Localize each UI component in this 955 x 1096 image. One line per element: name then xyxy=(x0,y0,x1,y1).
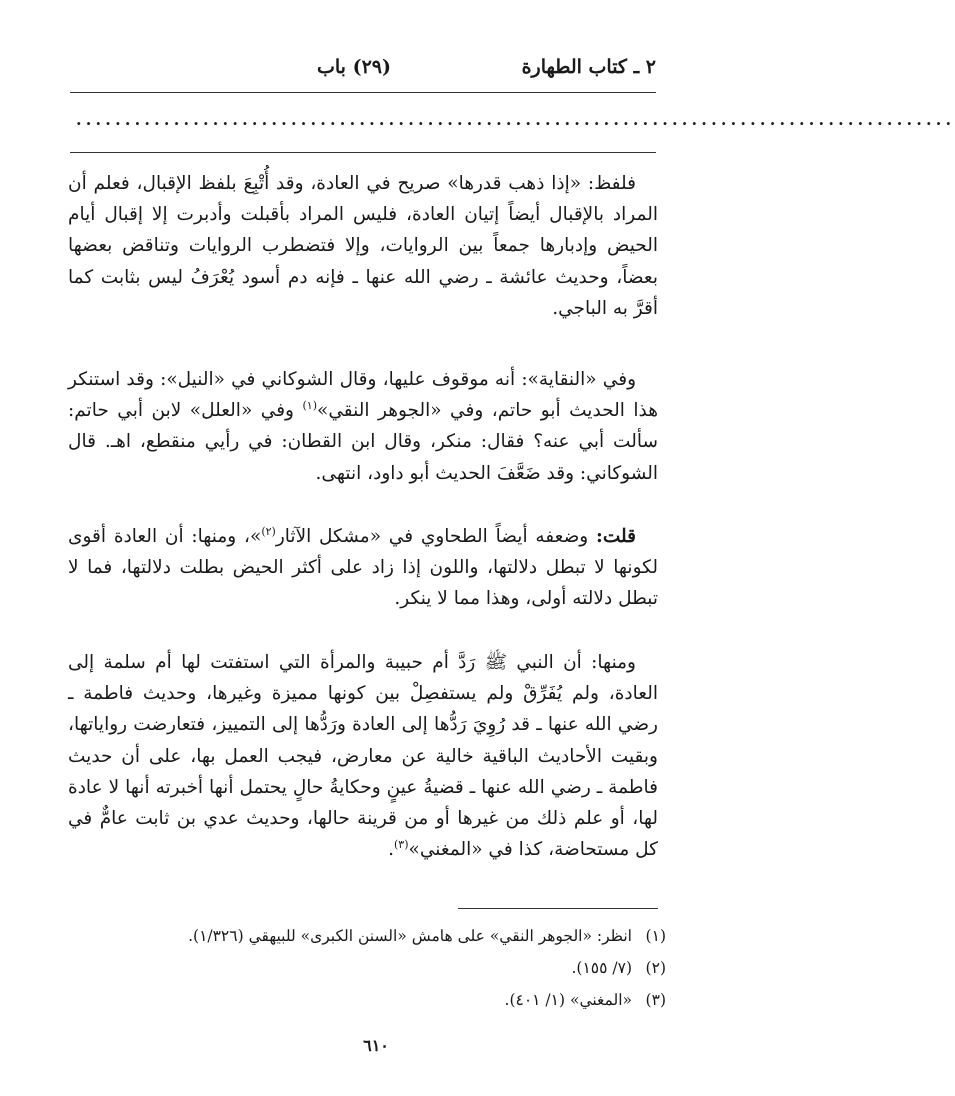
footnote-ref-3[interactable]: (٣) xyxy=(394,838,409,852)
running-header xyxy=(70,56,656,86)
footnote-ref-1[interactable]: (١) xyxy=(302,399,318,413)
footnote-3-text: «المغني» (١/ ٤٠١). xyxy=(504,991,632,1009)
paragraph-2-text-b: وفي «العلل» لابن أبي حاتم: سألت أبي عنه؟ فقال: منكر، وقال ابن القطان: في رأيي منقطع، اهـ. قال الشوكاني: وقد ضَعَّفَ الحديث أبو داود، انتهى. xyxy=(68,400,658,484)
footnote-2 xyxy=(90,952,666,984)
footnote-2-number: (٢) xyxy=(645,959,666,977)
footnote-1 xyxy=(90,920,666,952)
footnote-3-number: (٣) xyxy=(645,991,666,1009)
footnote-rule xyxy=(458,908,658,909)
footnote-3 xyxy=(90,984,666,1016)
footnote-2-text: (٧/ ١٥٥). xyxy=(571,959,632,977)
footnote-ref-2[interactable]: (٢) xyxy=(261,524,276,538)
book-title: ٢ ـ كتاب الطهارة xyxy=(521,56,656,78)
paragraph-1 xyxy=(68,168,658,324)
page-number: ٦١٠ xyxy=(363,1036,389,1055)
section-rule xyxy=(70,152,656,153)
paragraph-3-lead: قلت: xyxy=(596,526,636,547)
paragraph-4-text-a: ومنها: أن النبي ﷺ رَدَّ أم حبيبة والمرأة التي استفتت لها أم سلمة إلى العادة، ولم يُفَرِّقْ ولم يستفصِلْ بين كونها مميزة وغيرها، وحديث فاطمة ـ رضي الله عنها ـ قد رُوِيَ رَدُّها إلى العادة ورَدُّها إلى التمييز، فتعارضت رواياتها، وبقيت الأحاديث الباقية خالية عن معارض، فيجب العمل بها، على أن حديث فاطمة ـ رضي الله عنها ـ قضيةُ عينٍ وحكايةُ حالٍ يحتمل أنها أخبرته أنها لا عادة لها، أو علم ذلك من غيرها أو من قرينة حالها، وحديث عدي بن ثابت عامٌّ في كل مستحاضة، كذا في «المغني» xyxy=(68,652,658,861)
paragraph-3-text-b: »، ومنها: أن العادة أقوى لكونها لا تبطل دلالتها، واللون إذا زاد على أكثر الحيض بطلت دلالتها، فما لا تبطل دلالته أولى، وهذا مما لا ينكر. xyxy=(68,526,658,610)
chapter-title: (٢٩) باب xyxy=(317,56,391,78)
paragraph-4-text-b: . xyxy=(388,839,394,861)
footnote-1-number: (١) xyxy=(645,927,666,945)
paragraph-3-text-a: وضعفه أيضاً الطحاوي في «مشكل الآثار xyxy=(275,526,597,547)
header-rule xyxy=(70,92,656,93)
paragraph-4 xyxy=(68,647,658,865)
footnote-1-text: انظر: «الجوهر النقي» على هامش «السنن الكبرى» للبيهقي (١/٣٢٦). xyxy=(188,927,632,945)
ellipsis-line: .......................................................................................... xyxy=(76,110,955,129)
paragraph-1-text: فلفظ: «إذا ذهب قدرها» صريح في العادة، وقد أُتْبِعَ بلفظ الإقبال، فعلم أن المراد بالإقبال أيضاً إتيان العادة، فليس المراد بأقبلت وأدبرت إلا إقبال أيام الحيض وإدبارها جمعاً بين الروايات، وإلا فتضطرب الروايات وتناقض بعضها بعضاً، وحديث عائشة ـ رضي الله عنها ـ فإنه دم أسود يُعْرَفُ ليس بثابت كما أقرَّ به الباجي. xyxy=(68,173,658,319)
paragraph-3 xyxy=(68,521,658,615)
paragraph-2-text-a: وفي «النقاية»: أنه موقوف عليها، وقال الشوكاني في «النيل»: وقد استنكر هذا الحديث أبو حاتم، وفي «الجوهر النقي» xyxy=(68,369,658,422)
footnotes xyxy=(90,920,666,1016)
paragraph-2 xyxy=(68,364,658,489)
